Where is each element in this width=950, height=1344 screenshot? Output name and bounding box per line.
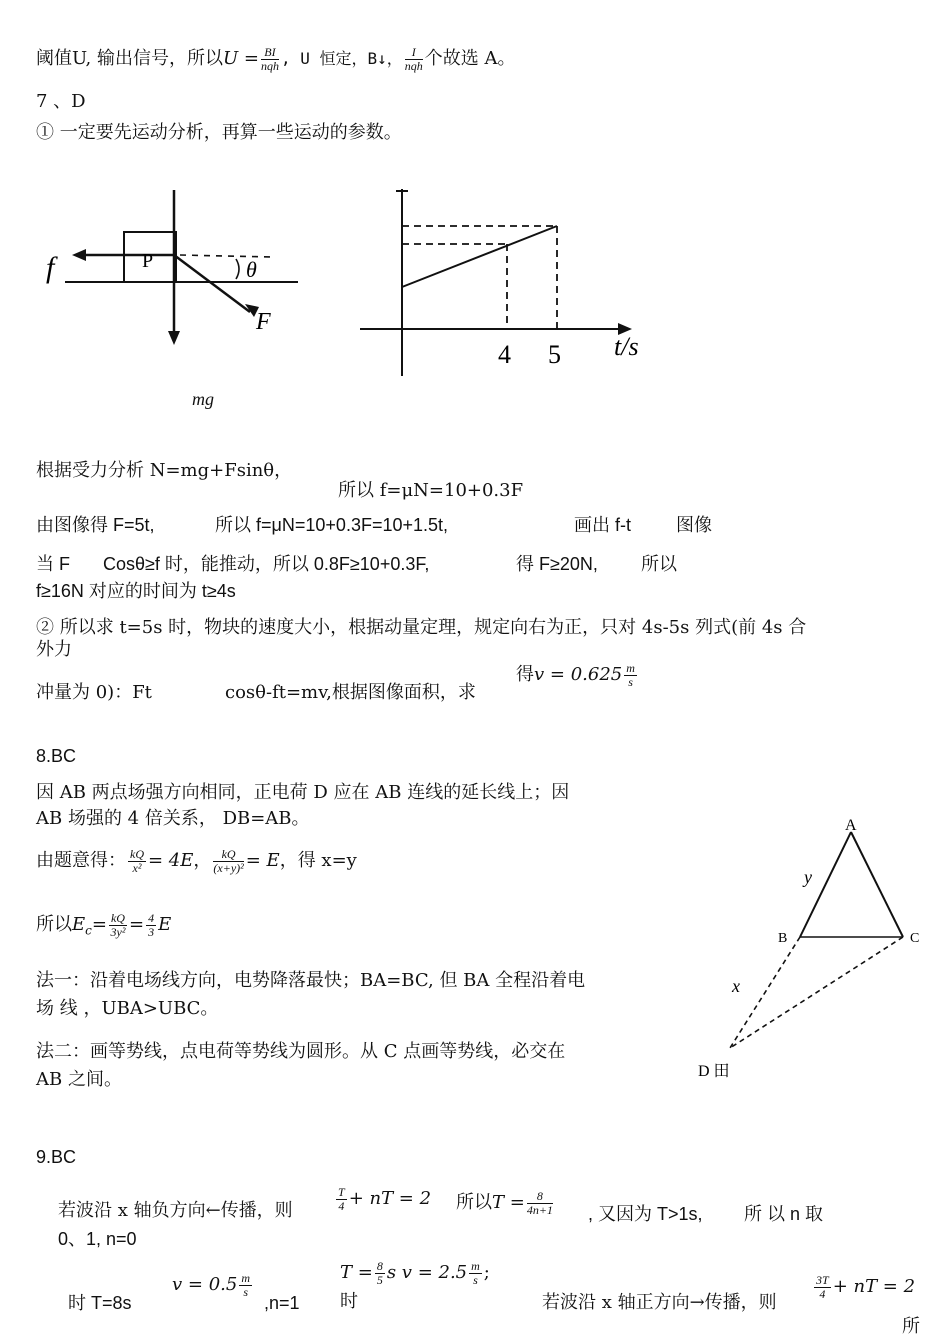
axis-label-ts: t/s bbox=[614, 332, 639, 361]
step2-a: ② 所以求 t=5s 时，物块的速度大小，根据动量定理，规定向右为正，只对 4s-5s 列式(前 4s 合 bbox=[36, 617, 807, 638]
q8-m2-a: 法二：画等势线，点电荷等势线为圆形。从 C 点画等势线，必交在 bbox=[36, 1041, 566, 1062]
triangle-diagram bbox=[690, 810, 930, 1085]
l3-eq: + nT = 2 bbox=[832, 1276, 916, 1298]
label-x: x bbox=[732, 976, 740, 996]
ec-num2: 4 bbox=[148, 911, 155, 925]
q8-p1-b: AB 场强的 4 倍关系， DB=AB。 bbox=[36, 808, 310, 829]
q9-l3-eq bbox=[812, 1274, 915, 1300]
graph-line-a: 由图像得 F=5t, bbox=[36, 515, 155, 535]
q8-p1-a: 因 AB 两点场强方向相同，正电荷 D 应在 AB 连线的延长线上；因 bbox=[36, 782, 570, 803]
result-pre: 得 bbox=[516, 664, 534, 686]
F-label: F bbox=[256, 309, 271, 335]
graph-line-b: 所以 f=μN=10+0.3F=10+1.5t, bbox=[215, 515, 449, 535]
eq-post: ，得 x=y bbox=[279, 850, 357, 872]
q9-l2: 0、1, n=0 bbox=[58, 1229, 137, 1249]
q7-result bbox=[516, 662, 639, 688]
ec-eq: = bbox=[91, 914, 107, 936]
l3-v1: v = 0.5 bbox=[172, 1274, 238, 1296]
step2-b: 外力 bbox=[36, 639, 72, 660]
q9-l1-d: 所 以 n 取 bbox=[744, 1204, 824, 1224]
edge-bd bbox=[730, 937, 800, 1048]
theta-label: θ bbox=[246, 257, 257, 282]
q8-m1-a: 法一：沿着电场线方向，电势降落最快；BA=BC, 但 BA 全程沿着电 bbox=[36, 970, 586, 991]
q6-line bbox=[36, 46, 516, 72]
q7-step1: ① 一定要先运动分析，再算一些运动的参数。 bbox=[36, 122, 402, 143]
eq2-num: kQ bbox=[213, 848, 243, 862]
eq-sep: ， bbox=[193, 850, 212, 872]
label-y: y bbox=[804, 867, 812, 887]
q8-heading: 8.BC bbox=[36, 746, 77, 766]
ec-den2: 3 bbox=[148, 924, 155, 939]
tick-4: 4 bbox=[498, 340, 511, 369]
l3-f3-num: 3T bbox=[816, 1273, 829, 1287]
ft-graph bbox=[352, 183, 662, 383]
l3-T2: T = bbox=[340, 1262, 373, 1284]
q8-m1-b: 场 线 ，UBA>UBC。 bbox=[36, 998, 219, 1019]
q9-l3-T2 bbox=[340, 1260, 490, 1286]
eq2-den: (x+y)² bbox=[213, 860, 244, 875]
cond-a: 当 F bbox=[36, 554, 70, 574]
l3-u2 bbox=[469, 1260, 482, 1286]
l1-f2 bbox=[527, 1190, 553, 1216]
result-unit-den: s bbox=[628, 674, 633, 689]
force-diagram bbox=[40, 185, 310, 350]
eq2-fraction bbox=[213, 848, 243, 874]
result-v: v = 0.625 bbox=[534, 664, 623, 686]
cond-e: f≥16N 对应的时间为 t≥4s bbox=[36, 581, 236, 601]
f-arrowhead bbox=[72, 249, 86, 261]
graph-f-line bbox=[402, 226, 557, 287]
theta-arc bbox=[236, 259, 239, 279]
q7-heading: 7 、D bbox=[36, 91, 86, 112]
q6-text-mid: , U 恒定，B↓， bbox=[280, 49, 403, 69]
q9-heading: 9.BC bbox=[36, 1147, 77, 1167]
p-label: P bbox=[142, 250, 154, 272]
ec-fraction1 bbox=[109, 912, 127, 938]
ec-num: kQ bbox=[110, 911, 125, 925]
l3-u2-num: m bbox=[471, 1259, 480, 1273]
ec-den: 3y² bbox=[110, 924, 126, 939]
mg-label: mg bbox=[192, 389, 214, 409]
q6-text-pre: 阈值U, 输出信号，所以 bbox=[36, 48, 223, 70]
l1-f1 bbox=[336, 1186, 347, 1212]
eq-pre: 由题意得： bbox=[36, 850, 126, 872]
q9-l1-b bbox=[456, 1190, 555, 1216]
graph-line-d: 图像 bbox=[676, 515, 712, 535]
cond-b: Cosθ≥f 时，能推动，所以 0.8F≥10+0.3F, bbox=[103, 554, 430, 574]
label-c: C bbox=[910, 931, 920, 946]
ec-rhs: E bbox=[158, 914, 172, 936]
q9-l4: 所 bbox=[902, 1316, 920, 1337]
f-label: f bbox=[46, 251, 55, 284]
label-a: A bbox=[845, 817, 857, 834]
l1-f2-num: 8 bbox=[527, 1190, 553, 1204]
force-text: 根据受力分析 N=mg+Fsinθ， bbox=[36, 460, 293, 481]
l1-f2-den: 4n+1 bbox=[526, 1202, 553, 1217]
q6-text-post: 个故选 A。 bbox=[424, 48, 516, 70]
eq1-num: kQ bbox=[130, 847, 144, 861]
l3-f-den: 5 bbox=[376, 1272, 383, 1287]
l3-u2-den: s bbox=[473, 1272, 478, 1287]
cond-c: 得 F≥20N, bbox=[516, 554, 598, 574]
eq2-rhs: = E bbox=[245, 850, 280, 872]
result-unit bbox=[624, 662, 637, 688]
q6-i-den: nqh bbox=[404, 58, 423, 73]
q6-u-lhs: U = bbox=[222, 48, 259, 70]
q9-l3-shi: 时 bbox=[340, 1291, 358, 1312]
q7-force-line bbox=[36, 460, 292, 482]
l3-u1-den: s bbox=[243, 1284, 248, 1299]
l1-T: T = bbox=[492, 1192, 525, 1214]
eq1-fraction bbox=[128, 848, 146, 874]
result-unit-num: m bbox=[626, 661, 635, 675]
q7-f-line: 所以 f=μN=10+0.3F bbox=[338, 480, 524, 501]
q9-l3-b: ,n=1 bbox=[264, 1293, 300, 1313]
l3-v2: v = 2.5 bbox=[401, 1262, 468, 1284]
tick-5: 5 bbox=[548, 340, 561, 369]
q9-l3-v1 bbox=[172, 1272, 254, 1298]
ec-lhs: E bbox=[72, 914, 86, 936]
q9-l3-c: 若波沿 x 轴正方向→传播，则 bbox=[542, 1292, 777, 1313]
impulse-b: cosθ-ft=mv,根据图像面积，求 bbox=[225, 682, 476, 703]
q8-ec-line bbox=[36, 912, 171, 942]
q9-l1-eq bbox=[334, 1186, 431, 1212]
ec-pre: 所以 bbox=[36, 914, 72, 936]
ec-eq2: = bbox=[128, 914, 145, 936]
q9-l1-a: 若波沿 x 轴负方向←传播，则 bbox=[58, 1200, 293, 1221]
q6-u-num: BI bbox=[261, 46, 279, 60]
q9-l3-a: 时 T=8s bbox=[68, 1293, 132, 1313]
l1-f1-num: T bbox=[338, 1185, 345, 1199]
eq1-rhs: = 4E bbox=[148, 850, 194, 872]
q6-u-den: nqh bbox=[260, 58, 279, 73]
l1-eq1: + nT = 2 bbox=[348, 1188, 432, 1210]
eq1-den: x² bbox=[132, 860, 142, 875]
edge-ac bbox=[851, 832, 903, 937]
q6-u-fraction bbox=[261, 46, 279, 72]
ec-sub: c bbox=[85, 923, 92, 938]
l3-semi: ; bbox=[483, 1262, 490, 1284]
q8-m2-b: AB 之间。 bbox=[36, 1069, 122, 1090]
label-d: D 田 bbox=[698, 1063, 730, 1080]
l3-u1 bbox=[239, 1272, 252, 1298]
mg-arrowhead bbox=[168, 331, 180, 345]
cond-d: 所以 bbox=[641, 554, 677, 574]
l3-f-num: 8 bbox=[376, 1259, 383, 1273]
q6-i-num: I bbox=[405, 46, 423, 60]
ec-fraction2 bbox=[146, 912, 156, 938]
l3-f bbox=[375, 1260, 385, 1286]
l3-u1-num: m bbox=[241, 1271, 250, 1285]
l3-f3 bbox=[814, 1274, 831, 1300]
label-b: B bbox=[778, 931, 788, 946]
q8-eq-line bbox=[36, 848, 357, 874]
l3-T2u: s bbox=[386, 1262, 397, 1284]
edge-cd bbox=[730, 937, 903, 1048]
impulse-a: 冲量为 0)：Ft bbox=[36, 682, 152, 703]
l1-f1-den: 4 bbox=[338, 1198, 345, 1213]
q9-l1-c: , 又因为 T>1s, bbox=[588, 1204, 703, 1224]
l3-f3-den: 4 bbox=[819, 1286, 826, 1301]
q7-graph-line bbox=[36, 514, 155, 537]
l1-b: 所以 bbox=[456, 1192, 492, 1214]
dashed-ref bbox=[180, 255, 272, 257]
graph-line-c: 画出 f-t bbox=[574, 515, 631, 535]
q6-i-fraction bbox=[405, 46, 423, 72]
